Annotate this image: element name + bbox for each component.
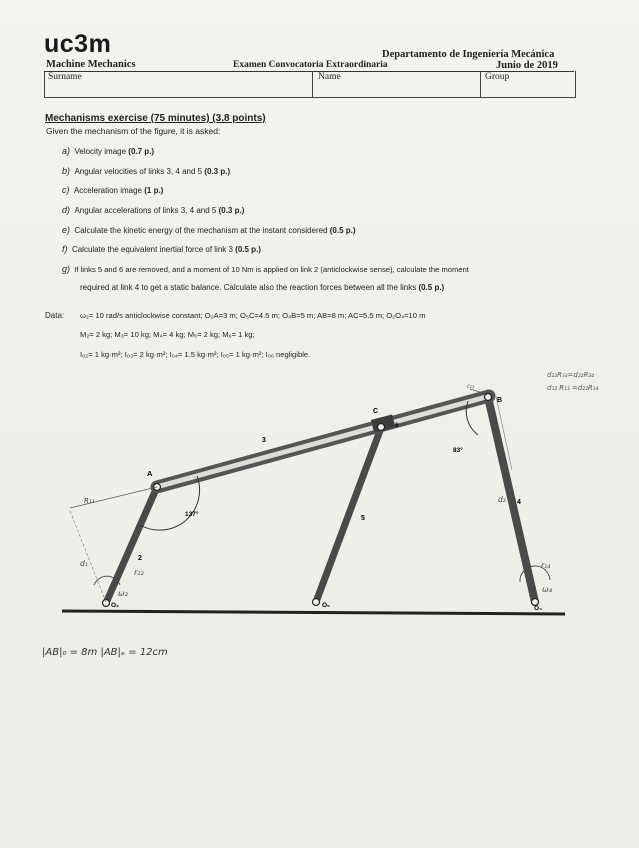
label-angle-137: 137°: [185, 511, 199, 518]
department-name: Departamento de Ingeniería Mecánica: [382, 49, 555, 60]
list-item: e) Calculate the kinetic energy of the mechanism at the instant considered (0.5 p.): [62, 225, 356, 235]
handwritten-d1: d₁: [80, 559, 88, 568]
list-item: c) Acceleration image (1 p.): [62, 185, 164, 195]
handwritten-r14: r₁₄: [541, 561, 551, 570]
label-b: B: [497, 397, 503, 404]
course-name: Machine Mechanics: [46, 59, 136, 70]
label-link-4: 4: [517, 499, 521, 506]
d1-line: [70, 511, 106, 602]
joint-b: [485, 394, 492, 401]
handwritten-r13b: r₁₃: [467, 383, 475, 390]
label-o2: O₂: [111, 602, 119, 609]
exam-date: Junio de 2019: [496, 60, 558, 71]
ground-line: [62, 611, 565, 614]
joint-c: [378, 424, 385, 431]
list-item: d) Angular accelerations of links 3, 4 and 5 (0.3 p.): [62, 205, 245, 215]
exam-name: Examen Convocatoria Extraordinaria: [233, 60, 388, 70]
handwritten-r12: r₁₂: [134, 568, 144, 577]
link-3-slot: [160, 397, 486, 486]
data-line: ω₂= 10 rad/s anticlockwise constant; O₂A=3 m; O₅C=4.5 m; O₄B=5 m; AB=8 m; AC=5.5 m; O₂O₄=10 m: [80, 311, 426, 320]
data-line: M₂= 2 kg; M₃= 10 kg; M₄= 4 kg; M₅= 2 kg; M₆= 1 kg;: [80, 330, 255, 339]
list-item: a) Velocity image (0.7 p.): [62, 146, 155, 156]
label-link-2: 2: [138, 555, 142, 562]
handwritten-r13: R₁₃: [84, 497, 95, 505]
list-item: b) Angular velocities of links 3, 4 and 5 (0.3 p.): [62, 166, 231, 176]
link-5: [316, 428, 381, 602]
handwritten-w4: ω₄: [542, 585, 552, 594]
label-link-6: 6: [395, 422, 399, 429]
handwritten-d2: d₂: [498, 495, 506, 504]
label-link-5: 5: [361, 515, 365, 522]
pivot-o2: [103, 600, 110, 607]
handwritten-note: d₁₂ R₁₃ =d₂₂R₃₄: [547, 384, 599, 392]
exercise-intro: Given the mechanism of the figure, it is asked:: [46, 126, 221, 136]
link-4: [488, 397, 535, 602]
handwritten-w2: ω₂: [118, 589, 128, 598]
pivot-o5: [313, 599, 320, 606]
label-angle-83: 83°: [453, 447, 463, 454]
list-item: required at link 4 to get a static balance. Calculate also the reaction forces between all the links (0.5 p.): [80, 283, 445, 292]
label-o5: O₅: [322, 602, 331, 609]
name-field-label: Name: [318, 72, 341, 82]
list-item: g) If links 5 and 6 are removed, and a moment of 10 Nm is applied on link 2 (anticlockwise sense), calculate the moment: [62, 264, 469, 274]
exercise-title: Mechanisms exercise (75 minutes) (3.8 points): [45, 113, 266, 124]
handwritten-scale-note: |AB|₀ = 8m |AB|ₑ = 12cm: [42, 647, 168, 658]
label-link-3: 3: [262, 437, 266, 444]
link-2: [106, 487, 157, 603]
data-label: Data:: [45, 311, 65, 320]
label-o4: O₄: [534, 605, 543, 612]
uc3m-logo: uc3m: [44, 30, 112, 58]
list-item: f) Calculate the equivalent inertial force of link 3 (0.5 p.): [62, 244, 261, 254]
data-line: I₀₂= 1 kg·m²; I₀₃= 2 kg·m²; I₀₄= 1.5 kg·m²; I₀₅= 1 kg·m²; I₀₆ negligible.: [80, 350, 311, 359]
group-field-label: Group: [485, 72, 510, 82]
surname-field-label: Surname: [48, 72, 82, 82]
label-c: C: [373, 408, 379, 415]
handwritten-note: d₂₂R₁₃=d₂₂R₃₄: [547, 371, 594, 379]
label-a: A: [147, 469, 153, 478]
